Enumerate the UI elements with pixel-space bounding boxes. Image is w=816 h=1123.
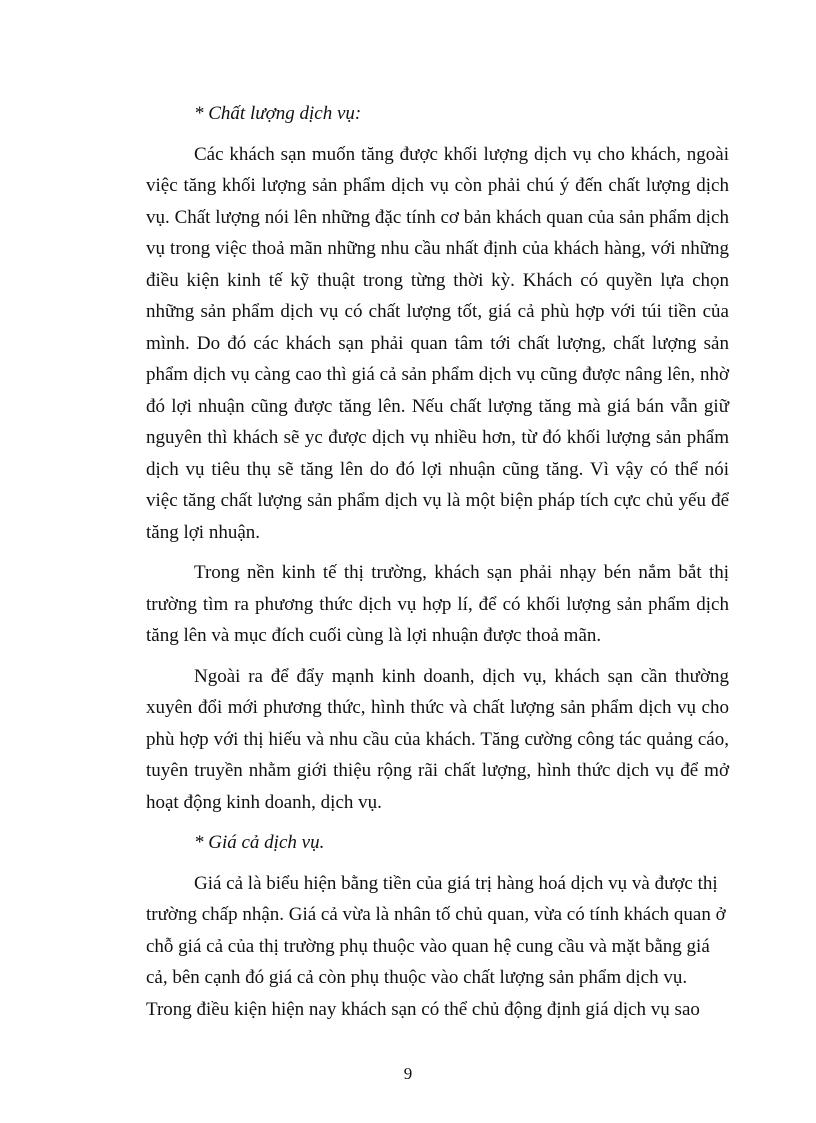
paragraph-service-quality-1: Các khách sạn muốn tăng được khối lượng dịch vụ cho khách, ngoài việc tăng khối lượng sản phẩm dịch vụ còn phải chú ý đến chất lượng dịch vụ. Chất lượng nói lên những đặc tính cơ bản khách quan của sản phẩm dịch vụ trong việc thoả mãn những nhu cầu nhất định của khách hàng, với những điều kiện kinh tế kỹ thuật trong từng thời kỳ. Khách có quyền lựa chọn những sản phẩm dịch vụ có chất lượng tốt, giá cả phù hợp với túi tiền của mình. Do đó các khách sạn phải quan tâm tới chất lượng, chất lượng sản phẩm dịch vụ càng cao thì giá cả sản phẩm dịch vụ cũng được nâng lên, nhờ đó lợi nhuận cũng được tăng lên. Nếu chất lượng tăng mà giá bán vẫn giữ nguyên thì khách sẽ yc được dịch vụ nhiều hơn, từ đó khối lượng sản phẩm dịch vụ tiêu thụ sẽ tăng lên do đó lợi nhuận cũng tăng. Vì vậy có thể nói việc tăng chất lượng sản phẩm dịch vụ là một biện pháp tích cực chủ yếu để tăng lợi nhuận. [146,143,729,543]
paragraph-service-quality-2: Trong nền kinh tế thị trường, khách sạn phải nhạy bén nắm bắt thị trường tìm ra phương thức dịch vụ hợp lí, để có khối lượng sản phẩm dịch tăng lên và mục đích cuối cùng là lợi nhuận được thoả mãn. [146,562,729,646]
page-body [146,98,729,1034]
section-heading-service-price: * Giá cả dịch vụ. [194,832,325,853]
page-number: 9 [403,1064,413,1083]
paragraph-service-price-1: Giá cả là biểu hiện bằng tiền của giá trị hàng hoá dịch vụ và được thị trường chấp nhận. Giá cả vừa là nhân tố chủ quan, vừa có tính khách quan ở chỗ giá cả của thị trường phụ thuộc vào quan hệ cung cầu và mặt bằng giá cả, bên cạnh đó giá cả còn phụ thuộc vào chất lượng sản phẩm dịch vụ. Trong điều kiện hiện nay khách sạn có thể chủ động định giá dịch vụ sao [146,872,726,1020]
section-heading-service-quality: * Chất lượng dịch vụ: [194,103,362,124]
paragraph-service-quality-3: Ngoài ra để đẩy mạnh kinh doanh, dịch vụ, khách sạn cần thường xuyên đổi mới phương thức, hình thức và chất lượng sản phẩm dịch vụ cho phù hợp với thị hiếu và nhu cầu của khách. Tăng cường công tác quảng cáo, tuyên truyền nhằm giới thiệu rộng rãi chất lượng, hình thức dịch vụ để mở hoạt động kinh doanh, dịch vụ. [146,665,729,813]
